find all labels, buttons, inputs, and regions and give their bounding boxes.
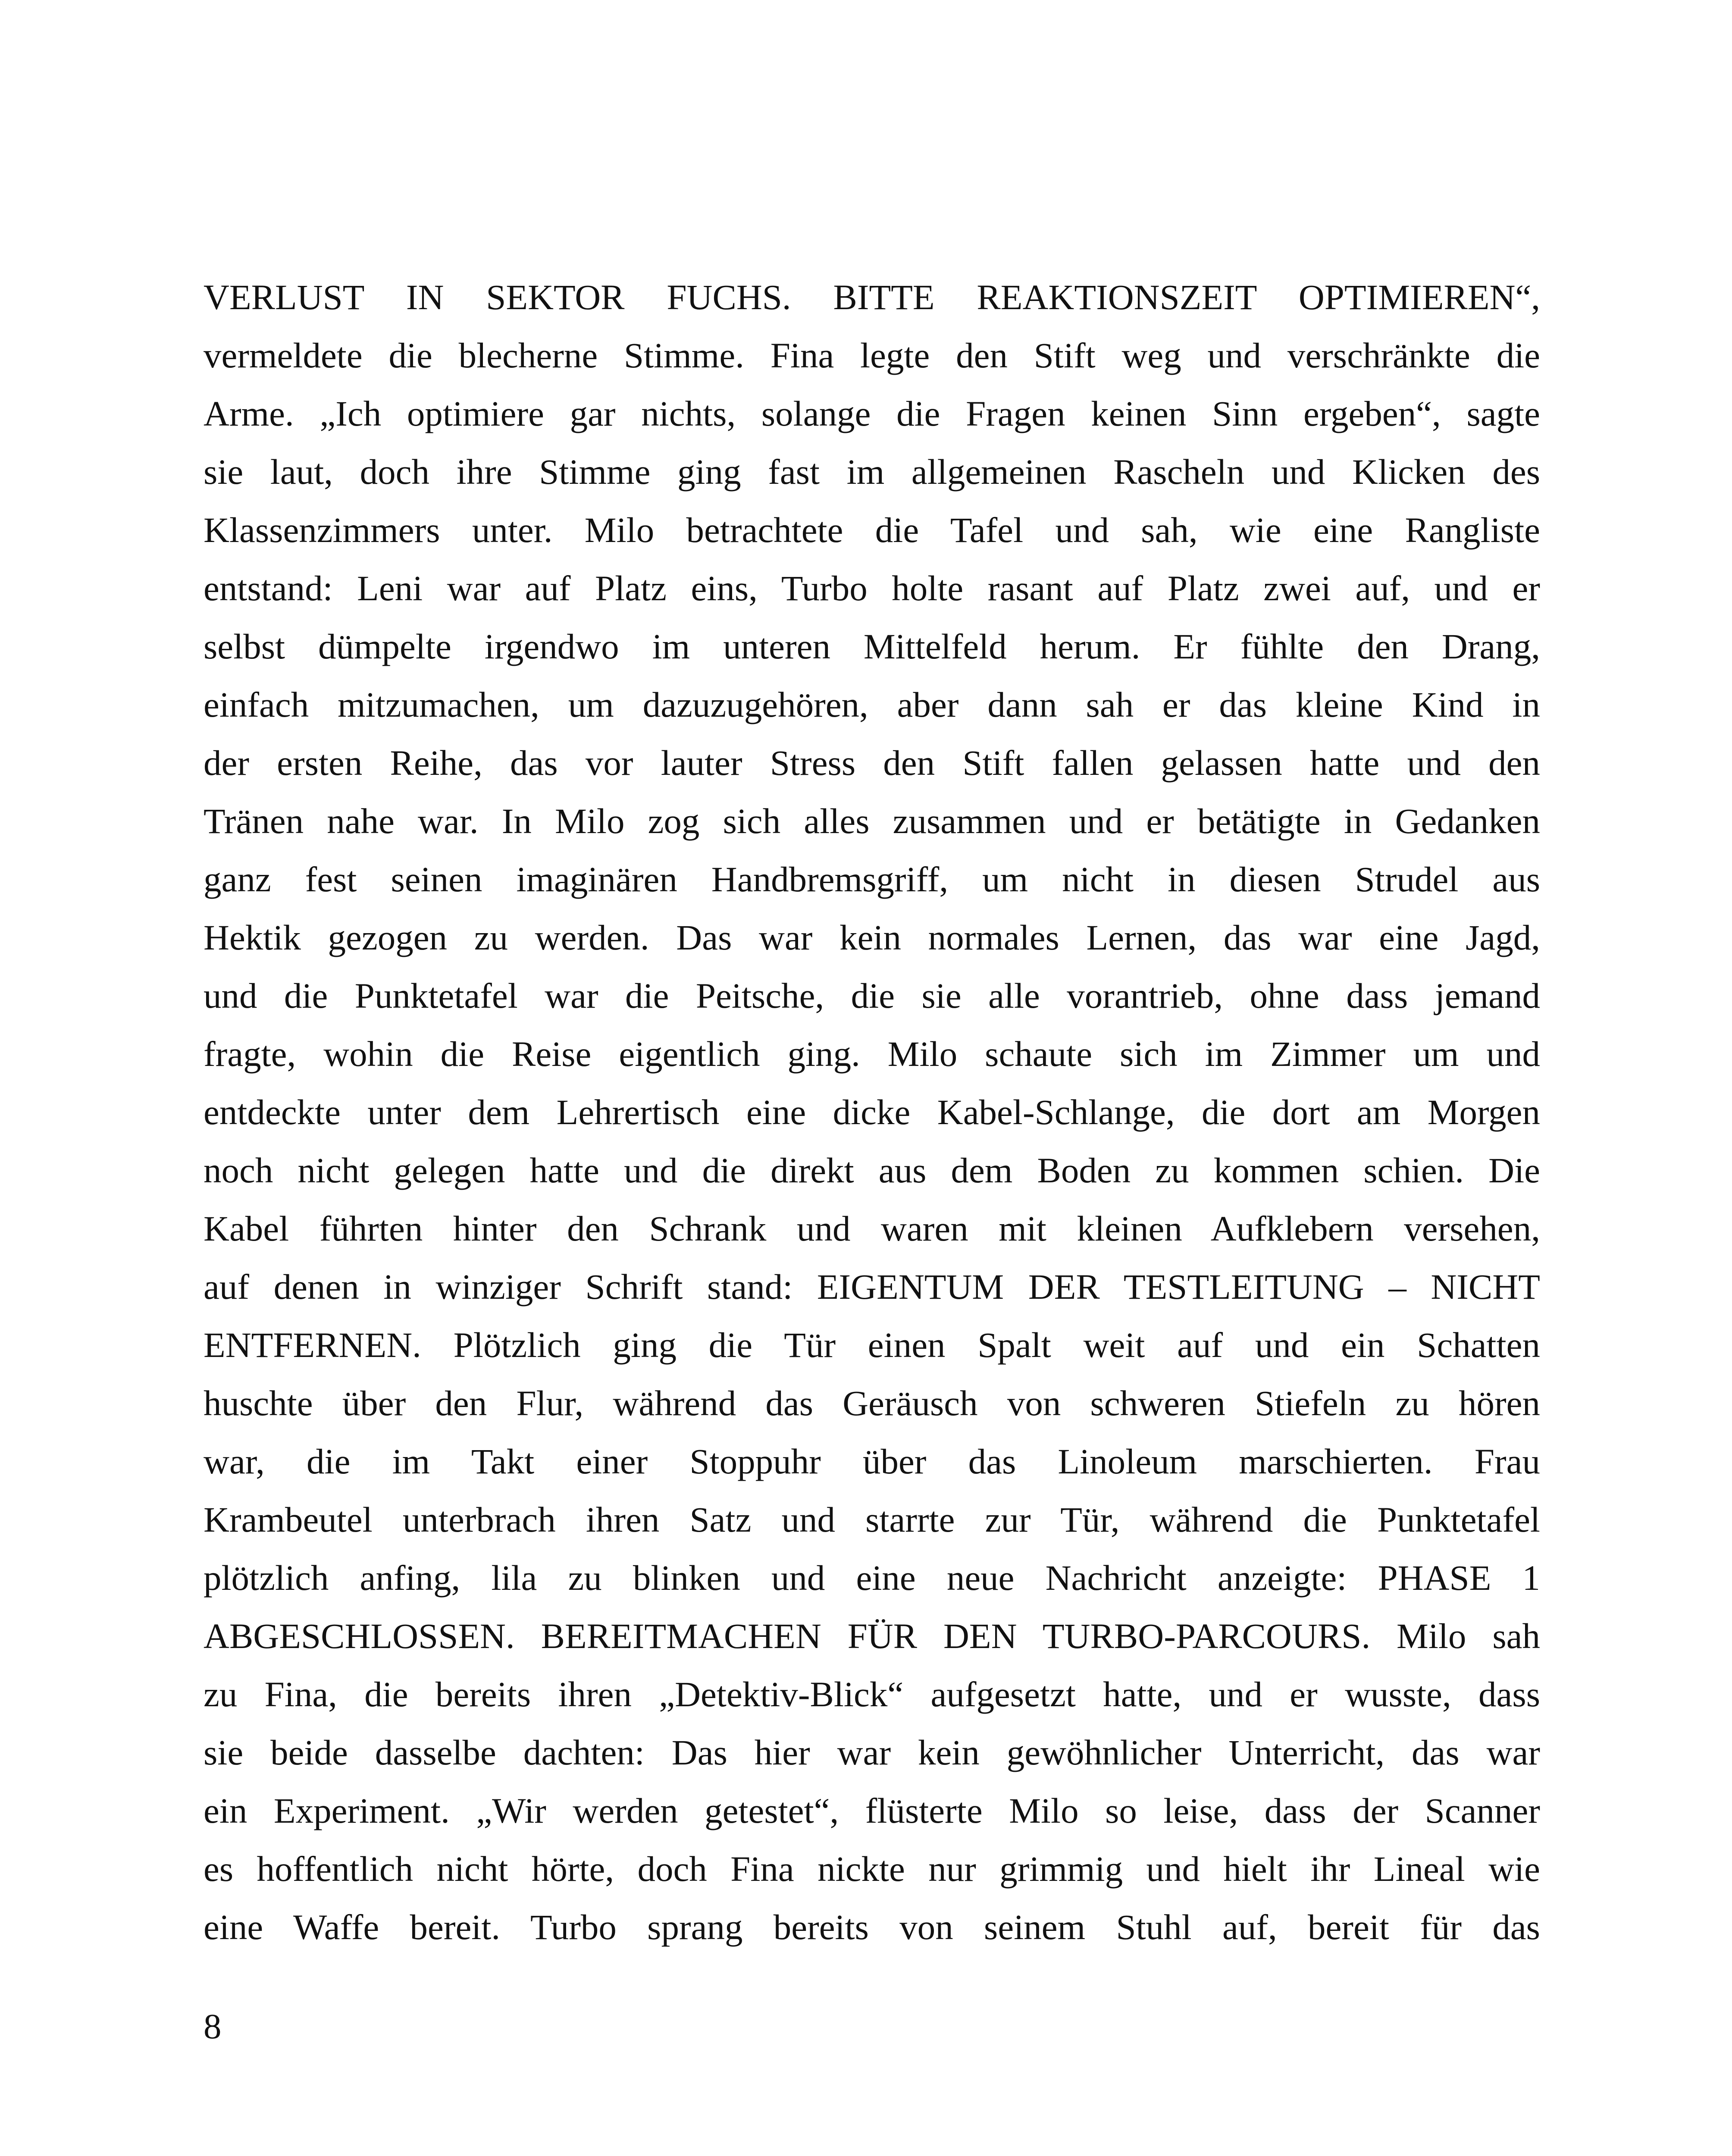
- text-line: entstand: Leni war auf Platz eins, Turbo holte rasant auf Platz zwei auf, und er: [204, 568, 1540, 608]
- text-line: fragte, wohin die Reise eigentlich ging. Milo schaute sich im Zimmer um und: [204, 1034, 1540, 1074]
- text-line: entdeckte unter dem Lehrertisch eine dicke Kabel-Schlange, die dort am Morgen: [204, 1092, 1540, 1132]
- text-line: sie laut, doch ihre Stimme ging fast im allgemeinen Rascheln und Klicken des: [204, 452, 1540, 492]
- text-line: ABGESCHLOSSEN. BEREITMACHEN FÜR DEN TURBO-PARCOURS. Milo sah: [204, 1616, 1540, 1656]
- text-line: Tränen nahe war. In Milo zog sich alles zusammen und er betätigte in Gedanken: [204, 801, 1540, 841]
- text-line: der ersten Reihe, das vor lauter Stress den Stift fallen gelassen hatte und den: [204, 743, 1540, 783]
- text-line: es hoffentlich nicht hörte, doch Fina nickte nur grimmig und hielt ihr Lineal wie: [204, 1849, 1540, 1889]
- body-text: [204, 273, 1540, 1961]
- text-line: war, die im Takt einer Stoppuhr über das Linoleum marschierten. Frau: [204, 1442, 1540, 1481]
- text-line: ENTFERNEN. Plötzlich ging die Tür einen Spalt weit auf und ein Schatten: [204, 1325, 1540, 1365]
- text-line: huschte über den Flur, während das Geräusch von schweren Stiefeln zu hören: [204, 1383, 1540, 1423]
- text-line: und die Punktetafel war die Peitsche, die sie alle vorantrieb, ohne dass jemand: [204, 976, 1540, 1015]
- text-line: VERLUST IN SEKTOR FUCHS. BITTE REAKTIONSZEIT OPTIMIEREN“,: [204, 277, 1540, 317]
- page-number: 8: [204, 2006, 222, 2046]
- text-line: vermeldete die blecherne Stimme. Fina legte den Stift weg und verschränkte die: [204, 335, 1540, 375]
- text-line: eine Waffe bereit. Turbo sprang bereits von seinem Stuhl auf, bereit für das: [204, 1907, 1540, 1947]
- text-line: einfach mitzumachen, um dazuzugehören, aber dann sah er das kleine Kind in: [204, 685, 1540, 724]
- text-line: plötzlich anfing, lila zu blinken und eine neue Nachricht anzeigte: PHASE 1: [204, 1558, 1540, 1598]
- text-line: noch nicht gelegen hatte und die direkt aus dem Boden zu kommen schien. Die: [204, 1150, 1540, 1190]
- text-line: zu Fina, die bereits ihren „Detektiv-Blick“ aufgesetzt hatte, und er wusste, dass: [204, 1674, 1540, 1714]
- text-line: Hektik gezogen zu werden. Das war kein normales Lernen, das war eine Jagd,: [204, 918, 1540, 957]
- text-line: ganz fest seinen imaginären Handbremsgriff, um nicht in diesen Strudel aus: [204, 859, 1540, 899]
- text-line: ein Experiment. „Wir werden getestet“, flüsterte Milo so leise, dass der Scanner: [204, 1791, 1540, 1830]
- text-line: Krambeutel unterbrach ihren Satz und starrte zur Tür, während die Punktetafel: [204, 1500, 1540, 1539]
- text-line: sie beide dasselbe dachten: Das hier war kein gewöhnlicher Unterricht, das war: [204, 1733, 1540, 1772]
- text-line: Kabel führten hinter den Schrank und waren mit kleinen Aufklebern versehen,: [204, 1209, 1540, 1248]
- text-line: selbst dümpelte irgendwo im unteren Mittelfeld herum. Er fühlte den Drang,: [204, 627, 1540, 666]
- text-line: Arme. „Ich optimiere gar nichts, solange die Fragen keinen Sinn ergeben“, sagte: [204, 394, 1540, 433]
- text-line: Klassenzimmers unter. Milo betrachtete die Tafel und sah, wie eine Rangliste: [204, 510, 1540, 550]
- text-line: auf denen in winziger Schrift stand: EIGENTUM DER TESTLEITUNG – NICHT: [204, 1267, 1540, 1307]
